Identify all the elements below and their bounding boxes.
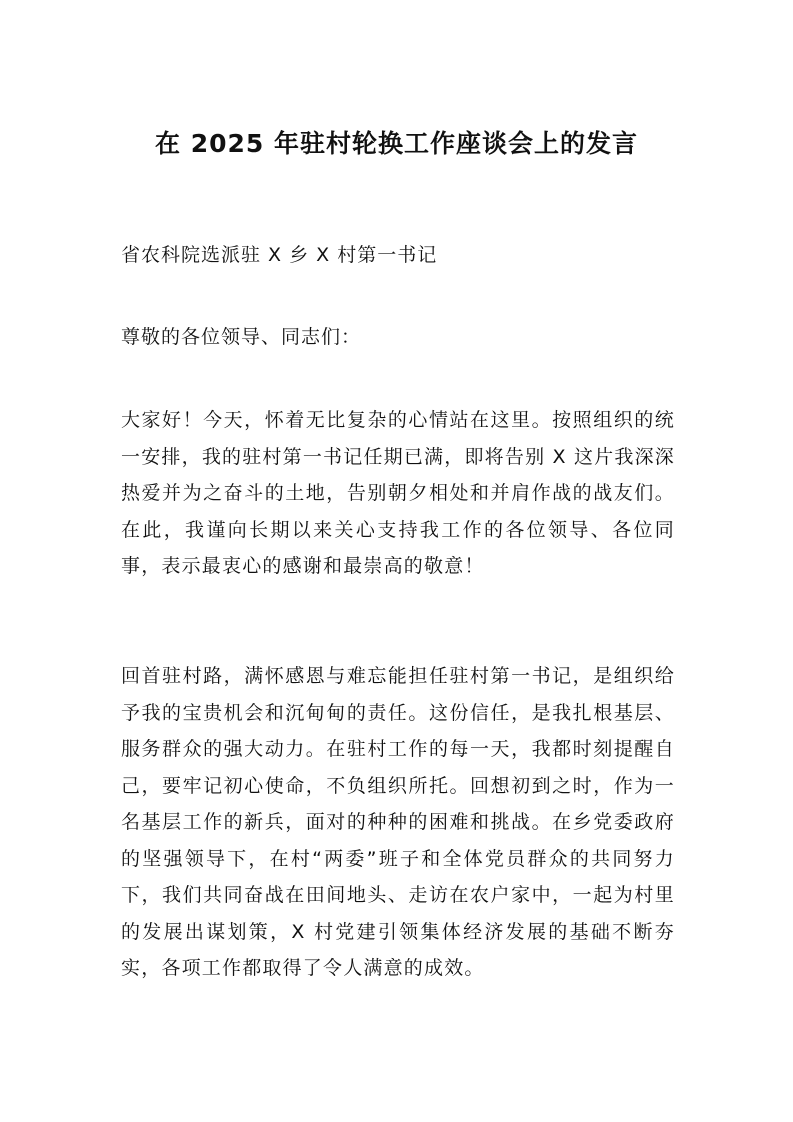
salutation: 尊敬的各位领导、同志们： [121, 326, 362, 348]
document-title: 在 2025 年驻村轮换工作座谈会上的发言 [155, 129, 638, 158]
body-paragraph: 回首驻村路，满怀感恩与难忘能担任驻村第一书记，是组织给予我的宝贵机会和沉甸甸的责任。这份信任，是我扎根基层、服务群众的强大动力。在驻村工作的每一天，我都时刻提醒自己，要牢记初心使命，不负组织所托。回想初到之时，作为一名基层工作的新兵，面对的种种的困难和挑战。在乡党委政府的坚强领导下，在村“两委”班子和全体党员群众的共同努力下，我们共同奋战在田间地头、走访在农户家中，一起为村里的发展出谋划策，X 村党建引领集体经济发展的基础不断夯实，各项工作都取得了令人满意的成效。 [121, 665, 675, 979]
author-line: 省农科院选派驻 X 乡 X 村第一书记 [121, 244, 438, 266]
body-paragraph: 大家好！今天，怀着无比复杂的心情站在这里。按照组织的统一安排，我的驻村第一书记任期已满，即将告别 X 这片我深深热爱并为之奋斗的土地，告别朝夕相处和并肩作战的战友们。在此，我谨向长期以来关心支持我工作的各位领导、各位同事，表示最衷心的感谢和最崇高的敬意！ [121, 409, 675, 577]
